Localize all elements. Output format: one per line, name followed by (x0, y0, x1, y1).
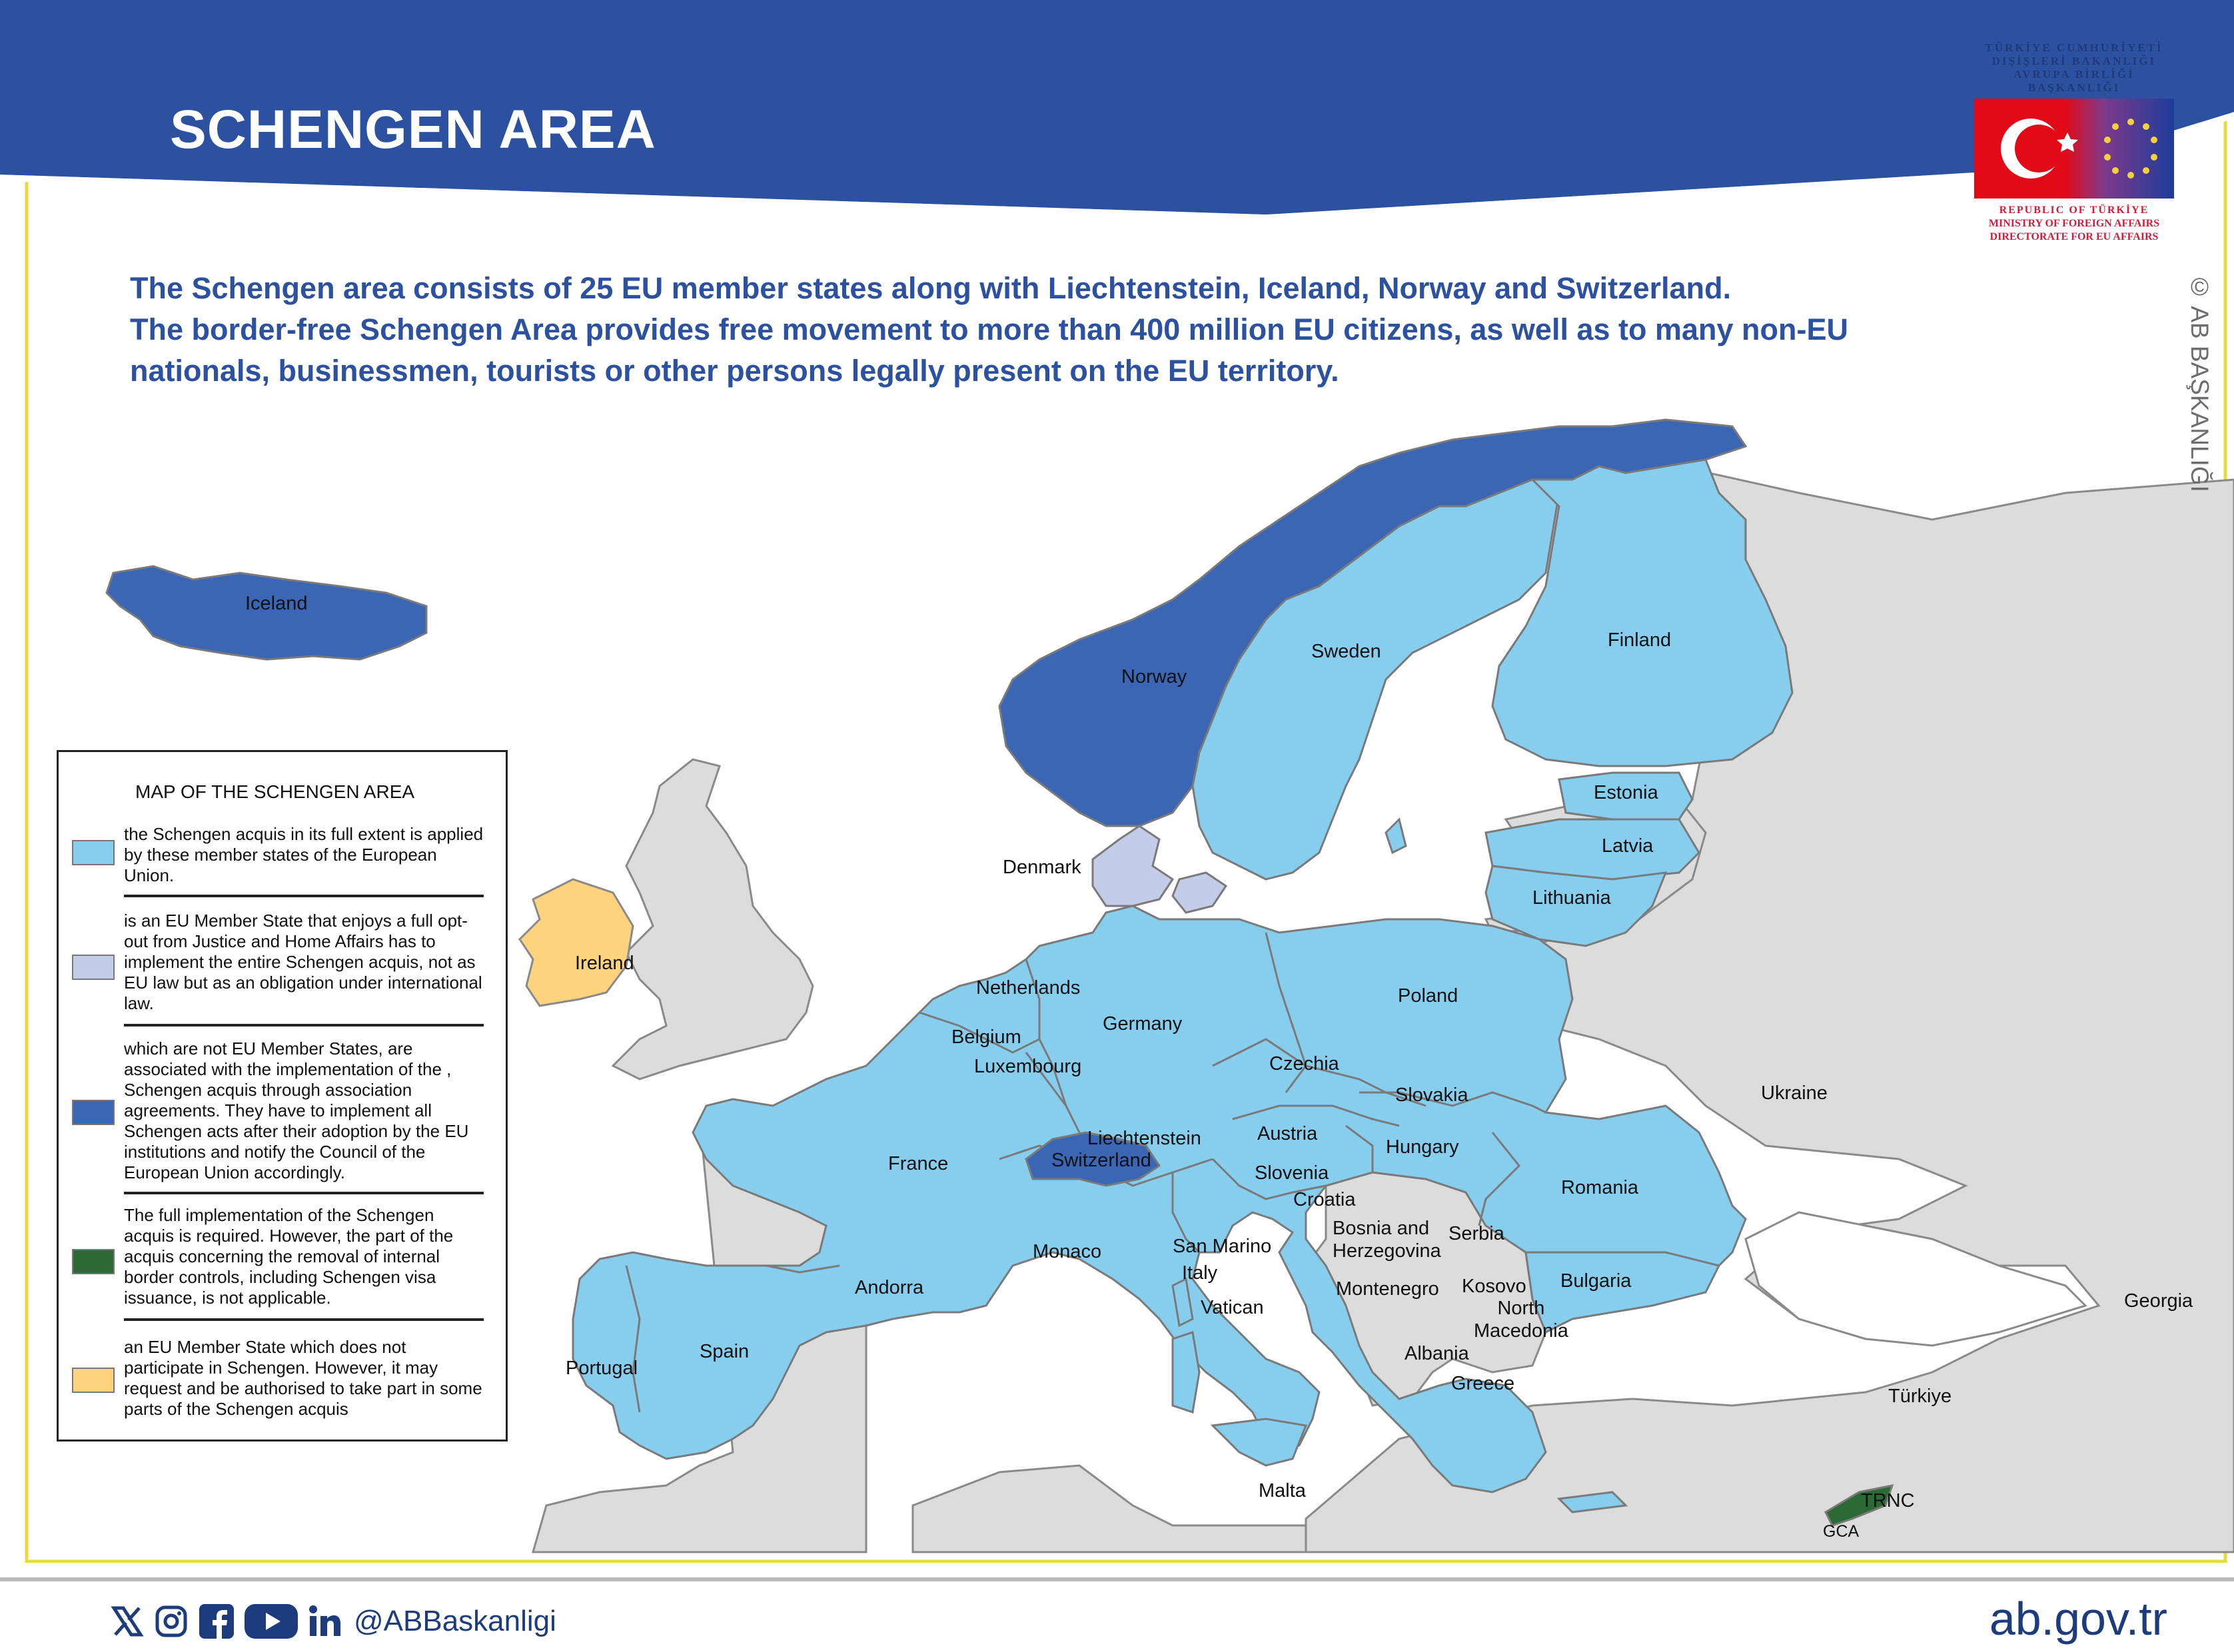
label-kosovo: Kosovo (1462, 1276, 1526, 1297)
legend-text-schengen-eu: the Schengen acquis in its full extent is applied by these member states of the European Union. (124, 824, 484, 885)
legend-divider (124, 1024, 484, 1027)
label-sweden: Sweden (1311, 641, 1381, 662)
label-italy: Italy (1182, 1262, 1218, 1284)
legend-swatch-non-participant (72, 1368, 115, 1393)
label-denmark: Denmark (1003, 857, 1081, 878)
label-switzerland: Switzerland (1051, 1150, 1151, 1171)
logo-flag-emblem (1974, 99, 2174, 199)
label-greece: Greece (1451, 1373, 1515, 1394)
label-netherlands: Netherlands (976, 977, 1081, 999)
logo-top-line-1: TÜRKİYE CUMHURİYETİ (1985, 41, 2163, 54)
label-montenegro: Montenegro (1336, 1278, 1439, 1300)
label-latvia: Latvia (1602, 835, 1654, 857)
intro-line-2: The border-free Schengen Area provides free movement to more than 400 million EU citizens, as well as to many non-EU nationals, businessmen, tourists or other persons legally present on the EU territory. (130, 312, 1848, 388)
map-legend (57, 750, 508, 1442)
label-romania: Romania (1561, 1177, 1639, 1198)
label-lithuania: Lithuania (1532, 887, 1611, 909)
label-bosnia-and-herzegovina: Bosnia and Herzegovina (1333, 1218, 1441, 1262)
label-austria: Austria (1257, 1123, 1318, 1144)
legend-swatch-associated (72, 1100, 115, 1125)
website-link[interactable]: ab.gov.tr (1989, 1593, 2167, 1645)
label-vatican: Vatican (1201, 1297, 1264, 1318)
legend-divider (124, 1192, 484, 1194)
label-malta: Malta (1259, 1480, 1306, 1501)
x-icon[interactable] (110, 1604, 145, 1639)
logo-bottom-line-3: DIRECTORATE FOR EU AFFAIRS (1989, 231, 2159, 242)
ministry-logo (1971, 41, 2177, 268)
label-luxembourg: Luxembourg (974, 1056, 1082, 1077)
legend-text-opt-out: is an EU Member State that enjoys a full opt-out from Justice and Home Affairs has to implement the entire Schengen acquis, not as EU law but as an obligation under international law. (124, 911, 482, 1013)
label-andorra: Andorra (855, 1277, 924, 1298)
page-title: SCHENGEN AREA (170, 99, 656, 160)
social-handle[interactable]: @ABBaskanligi (354, 1605, 556, 1637)
label-liechtenstein: Liechtenstein (1087, 1128, 1201, 1149)
label-france: France (888, 1153, 949, 1174)
label-croatia: Croatia (1293, 1189, 1356, 1210)
legend-title: MAP OF THE SCHENGEN AREA (135, 781, 415, 802)
label-ukraine: Ukraine (1761, 1082, 1828, 1104)
legend-text-partial: The full implementation of the Schengen acquis is required. However, the part of the acquis concerning the removal of internal border controls, including Schengen visa issuance, is not applicable. (124, 1205, 454, 1308)
label-georgia: Georgia (2124, 1290, 2193, 1312)
legend-swatch-schengen-eu (72, 840, 115, 865)
sardinia-shape (1173, 1332, 1199, 1412)
legend-text-non-participant: an EU Member State which does not participate in Schengen. However, it may request and be authorised to take part in some parts of the Schengen acquis (124, 1337, 482, 1419)
legend-divider (124, 895, 484, 897)
label-poland: Poland (1398, 985, 1458, 1007)
legend-text-associated: which are not EU Member States, are associated with the implementation of the , Schengen acquis through association agreements. They have to implement all Schengen acts after their adoption by the EU institutions and notify the Council of the European Union accordingly. (124, 1038, 469, 1182)
label-finland: Finland (1608, 629, 1672, 651)
label-north-macedonia: North Macedonia (1474, 1298, 1568, 1342)
label-spain: Spain (700, 1341, 750, 1362)
copyright-notice: © AB BAŞKANLIĞI (2186, 273, 2213, 492)
legend-divider (124, 1318, 484, 1321)
label-monaco: Monaco (1033, 1241, 1102, 1262)
label-hungary: Hungary (1386, 1136, 1459, 1158)
intro-text (130, 268, 1982, 392)
intro-line-1: The Schengen area consists of 25 EU member states along with Liechtenstein, Iceland, Norway and Switzerland. (130, 271, 1732, 305)
label-san-marino: San Marino (1173, 1236, 1272, 1257)
label-iceland: Iceland (245, 593, 308, 614)
label-albania: Albania (1404, 1343, 1469, 1364)
label-turkiye: Türkiye (1888, 1386, 1952, 1407)
logo-top-line-3: AVRUPA BİRLİĞİ BAŞKANLIĞI (2013, 68, 2135, 94)
label-slovakia: Slovakia (1395, 1084, 1468, 1106)
label-gca: GCA (1823, 1522, 1860, 1541)
label-belgium: Belgium (951, 1027, 1021, 1048)
label-serbia: Serbia (1448, 1223, 1504, 1244)
label-germany: Germany (1103, 1013, 1183, 1034)
logo-bottom-line-2: MINISTRY OF FOREIGN AFFAIRS (1988, 218, 2160, 229)
youtube-icon[interactable] (245, 1603, 298, 1640)
social-links (110, 1603, 556, 1640)
label-portugal: Portugal (566, 1358, 638, 1379)
label-estonia: Estonia (1594, 782, 1658, 803)
label-trnc: TRNC (1861, 1490, 1915, 1511)
label-norway: Norway (1121, 666, 1187, 687)
facebook-icon[interactable] (198, 1603, 235, 1640)
instagram-icon[interactable] (154, 1604, 189, 1639)
legend-swatch-partial (72, 1249, 115, 1274)
logo-bottom-line-1: REPUBLIC OF TÜRKİYE (1999, 205, 2149, 216)
label-slovenia: Slovenia (1255, 1162, 1329, 1184)
label-ireland: Ireland (575, 953, 634, 974)
legend-swatch-opt-out (72, 955, 115, 980)
label-bulgaria: Bulgaria (1560, 1270, 1632, 1292)
linkedin-icon[interactable] (307, 1604, 342, 1639)
logo-top-line-2: DIŞİŞLERİ BAKANLIĞI (1991, 55, 2157, 67)
label-czechia: Czechia (1269, 1053, 1339, 1074)
